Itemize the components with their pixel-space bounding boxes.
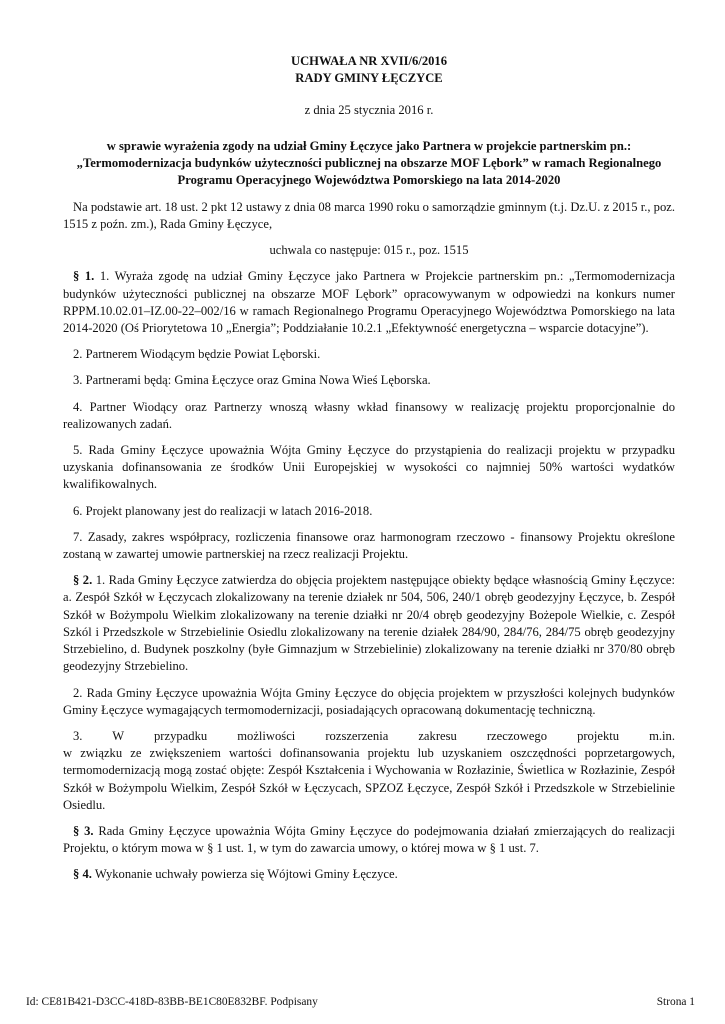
section-1-paragraph-7: 7. Zasady, zakres współpracy, rozliczenia finansowe oraz harmonogram rzeczowo - finansowy Projektu określone zostaną w zawartej umowie partnerskiej na rzecz realizacji Projektu. (63, 529, 675, 562)
resolution-number: UCHWAŁA NR XVII/6/2016 (290, 54, 448, 68)
page-footer (26, 996, 695, 1008)
council-name: RADY GMINY ŁĘCZYCE (295, 71, 443, 86)
section-2-paragraph-3-rest: w związku ze zwiększeniem wartości dofinansowania projektu lub uzyskaniem oszczędności poprzetargowych, termomodernizacją mogą zostać objęte: Zespół Kształcenia i Wychowania w Rozłazinie, Świetlica w Rozłazinie, Zespół Szkół w Bożympolu Wielkim, Zespół Szkół w Łęczycach, SPZOZ Łęczyce, Zespół Szkół i Przedszkole w Strzebielinie Osiedlu. (63, 746, 675, 812)
section-3-paragraph (63, 823, 675, 857)
document-page (63, 48, 675, 884)
section-1-paragraph-4: 4. Partner Wiodący oraz Partnerzy wnoszą własny wkład finansowy w realizację projektu proporcjonalnie do realizowanych zadań. (63, 399, 675, 431)
section-4-mark: § 4. (73, 867, 92, 882)
section-1-paragraph-6: 6. Projekt planowany jest do realizacji w latach 2016-2018. (73, 503, 373, 518)
section-1-text: 1. Wyraża zgodę na udział Gminy Łęczyce jako Partnera w Projekcie partnerskim pn.: „Termomodernizacja budynków użyteczności publicznej na obszarze MOF Lębork” opracowywanym w odpowiedzi na konkurs numer RPPM.10.02.01–IZ.00-22–002/16 w ramach Regionalnego Programu Operacyjnego Województwa Pomorskiego na lata 2014-2020 (Oś Priorytetowa 10 „Energia”; Poddziałanie 10.2.1 „Efektywność energetyczna – wsparcie dotacyjne”). (63, 269, 675, 336)
section-1-paragraph-1 (63, 268, 675, 337)
section-3-text: Rada Gminy Łęczyce upoważnia Wójta Gminy Łęczyce do podejmowania działań zmierzających do realizacji Projektu, o którym mowa w § 1 ust. 1, w tym do zawarcia umowy, o której mowa w § 1 ust. 7. (63, 823, 675, 856)
section-2-paragraph-1 (63, 572, 675, 675)
section-2-text: 1. Rada Gminy Łęczyce zatwierdza do objęcia projektem następujące obiekty będące własnością Gminy Łęczyce: a. Zespół Szkół w Łęczycach zlokalizowany na terenie działek nr 504, 506, 240/1 obręb geodezyjny Łęczyce, b. Zespół Szkół w Bożympolu Wielkim zlokalizowany na terenie działki nr 20/4 obręb geodezyjny Bożepole Wielkie, c. Zespół Szkól i Przedszkole w Strzebielinie Osiedlu zlokalizowany na terenie działek 284/90, 284/76, 284/75 obręb geodezyjny Strzebielino, d. Budynek poszkolny (byłe Gimnazjum w Strzebielinie) zlokalizowany na terenie działki nr 370/80 obręb geodezyjny Strzebielino. (63, 573, 675, 674)
section-1-paragraph-5: 5. Rada Gminy Łęczyce upoważnia Wójta Gminy Łęczyce do przystąpienia do realizacji projektu w przypadku uzyskania dofinansowania ze środków Unii Europejskiej w wysokości co najmniej 50% wartości wydatków kwalifikowalnych. (63, 443, 675, 492)
document-id: Id: CE81B421-D3CC-418D-83BB-BE1C80E832BF. Podpisany (26, 996, 318, 1008)
resolve-line: uchwala co następuje: 015 r., poz. 1515 (269, 243, 469, 258)
resolution-date: z dnia 25 stycznia 2016 r. (304, 103, 434, 118)
page-number: Strona 1 (656, 996, 695, 1008)
legal-basis: Na podstawie art. 18 ust. 2 pkt 12 ustawy z dnia 08 marca 1990 roku o samorządzie gminnym (t.j. Dz.U. z 2015 r., poz. 1515 z poźn. zm.), Rada Gminy Łęczyce, (63, 199, 675, 232)
section-2-paragraph-2: 2. Rada Gminy Łęczyce upoważnia Wójta Gminy Łęczyce do objęcia projektem w przyszłości kolejnych budynków Gminy Łęczyce wymagających termomodernizacji, posiadających opracowaną dokumentację techniczną. (63, 685, 675, 717)
resolution-subject: w sprawie wyrażenia zgody na udział Gminy Łęczyce jako Partnera w projekcie partnerskim pn.: „Termomodernizacja budynków użyteczności publicznej na obszarze MOF Lębork” w ramach Regionalnego Programu Operacyjnego Województwa Pomorskiego na lata 2014-2020 (76, 138, 662, 188)
section-1-paragraph-2: 2. Partnerem Wiodącym będzie Powiat Lęborski. (73, 347, 321, 362)
section-4-paragraph (63, 866, 675, 883)
section-1-paragraph-3: 3. Partnerami będą: Gmina Łęczyce oraz Gmina Nowa Wieś Lęborska. (73, 373, 431, 388)
section-1-mark: § 1. (73, 269, 95, 284)
section-3-mark: § 3. (73, 823, 94, 838)
section-2-mark: § 2. (73, 573, 93, 588)
section-2-paragraph-3-first-line: 3. W przypadku możliwości rozszerzenia zakresu rzeczowego projektu m.in. (73, 728, 675, 743)
section-4-text: Wykonanie uchwały powierza się Wójtowi Gminy Łęczyce. (94, 867, 398, 882)
